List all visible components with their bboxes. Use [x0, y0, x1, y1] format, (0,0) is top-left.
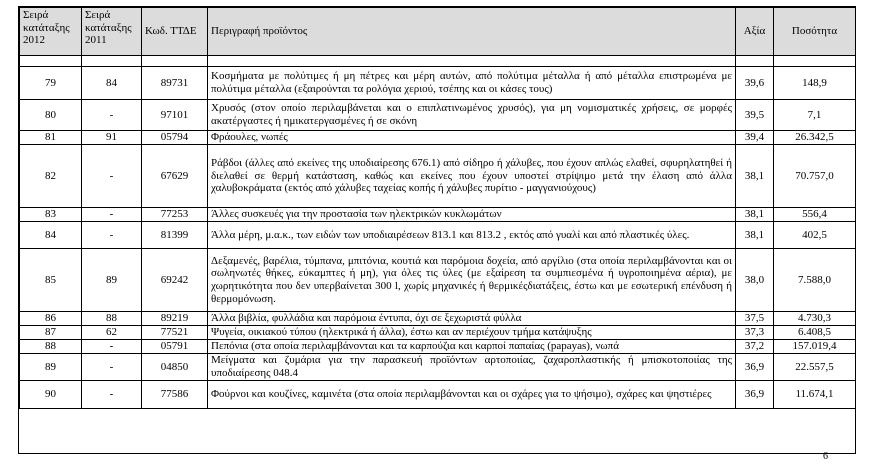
cell-rank-2011: -	[82, 145, 142, 208]
cell-rank-2012: 79	[20, 67, 82, 100]
cell-rank-2012: 80	[20, 100, 82, 131]
table-header-row	[20, 8, 856, 56]
cell-quantity: 148,9	[774, 67, 856, 100]
cell-rank-2011: -	[82, 354, 142, 381]
header-quantity: Ποσότητα	[774, 8, 856, 56]
cell-description: Μείγματα και ζυμάρια για την παρασκευή προϊόντων αρτοποιίας, ζαχαροπλαστικής ή μπισκοτοποιίας της υποδιαίρεσης 048.4	[208, 354, 736, 381]
spacer-cell	[774, 56, 856, 67]
table-row	[20, 381, 856, 409]
cell-rank-2011: -	[82, 381, 142, 409]
cell-rank-2012: 81	[20, 131, 82, 145]
cell-rank-2011: 91	[82, 131, 142, 145]
cell-quantity: 70.757,0	[774, 145, 856, 208]
cell-code: 05794	[142, 131, 208, 145]
cell-rank-2011: 88	[82, 312, 142, 326]
cell-rank-2011: -	[82, 100, 142, 131]
table-row	[20, 312, 856, 326]
spacer-row	[20, 56, 856, 67]
table-row	[20, 249, 856, 312]
cell-quantity: 6.408,5	[774, 326, 856, 340]
cell-rank-2012: 89	[20, 354, 82, 381]
cell-rank-2012: 88	[20, 340, 82, 354]
cell-quantity: 7,1	[774, 100, 856, 131]
cell-description: Άλλα μέρη, μ.α.κ., των ειδών των υποδιαιρέσεων 813.1 και 813.2 , εκτός από γυαλί και από πλαστικές ύλες.	[208, 222, 736, 249]
cell-quantity: 11.674,1	[774, 381, 856, 409]
spacer-cell	[736, 56, 774, 67]
cell-quantity: 157.019,4	[774, 340, 856, 354]
cell-rank-2012: 82	[20, 145, 82, 208]
table-row	[20, 354, 856, 381]
cell-value: 37,3	[736, 326, 774, 340]
spacer-cell	[208, 56, 736, 67]
cell-description: Ράβδοι (άλλες από εκείνες της υποδιαίρεσης 676.1) από σίδηρο ή χάλυβες, που έχουν απλώς ελαθεί, σφυρηλατηθεί ή διελαθεί σε θερμή κατάσταση, καθώς και εκείνες που έχουν υποστεί στρίψιμο μετά την έλαση από άλλα χαλυβοκράματα (εκτός από χάλυβες ταχείας κοπής ή χάλυβες πυρίτιο - μαγγανιούχους)	[208, 145, 736, 208]
cell-quantity: 26.342,5	[774, 131, 856, 145]
cell-description: Φούρνοι και κουζίνες, καμινέτα (στα οποία περιλαμβάνονται και οι σχάρες για το ψήσιμο), σχάρες και ψηστιέρες	[208, 381, 736, 409]
table-row	[20, 67, 856, 100]
cell-description: Δεξαμενές, βαρέλια, τύμπανα, μπιτόνια, κουτιά και παρόμοια δοχεία, από αργίλιο (στα οποία περιλαμβάνονται και οι σωληνωτές θήκες, εύκαμπτες ή μη), για όλες τις ύλες (με εξαίρεση τα συμπιεσμένα ή υγροποιημένα αέρια), με χωρητικότητα που δεν υπερβαίνεται 300 l, χωρίς μηχανικές ή θερμικέςδιατάξεις, έστω και με εσωτερική επένδυση ή θερμομόνωση.	[208, 249, 736, 312]
table-row	[20, 145, 856, 208]
cell-rank-2012: 83	[20, 208, 82, 222]
table-row	[20, 326, 856, 340]
cell-rank-2011: -	[82, 208, 142, 222]
cell-rank-2011: -	[82, 222, 142, 249]
cell-rank-2012: 87	[20, 326, 82, 340]
cell-description: Κοσμήματα με πολύτιμες ή μη πέτρες και μέρη αυτών, από πολύτιμα μέταλλα ή από μέταλλα επιστρωμένα με πολύτιμα μέταλλα (εξαιρούνται τα ρολόγια χεριού, τσέπης και οι κάσες τους)	[208, 67, 736, 100]
cell-rank-2012: 90	[20, 381, 82, 409]
cell-description: Χρυσός (στον οποίο περιλαμβάνεται και ο επιπλατινωμένος χρυσός), για μη νομισματικές χρήσεις, σε μορφές ακατέργαστες ή ημικατεργασμένες ή σε σκόνη	[208, 100, 736, 131]
cell-description: Άλλα βιβλία, φυλλάδια και παρόμοια έντυπα, όχι σε ξεχωριστά φύλλα	[208, 312, 736, 326]
header-value: Αξία	[736, 8, 774, 56]
table-row	[20, 100, 856, 131]
spacer-cell	[142, 56, 208, 67]
cell-code: 81399	[142, 222, 208, 249]
cell-quantity: 22.557,5	[774, 354, 856, 381]
table-row	[20, 131, 856, 145]
cell-value: 36,9	[736, 381, 774, 409]
cell-code: 77253	[142, 208, 208, 222]
table-frame	[18, 6, 856, 454]
cell-value: 36,9	[736, 354, 774, 381]
cell-code: 97101	[142, 100, 208, 131]
cell-description: Φράουλες, νωπές	[208, 131, 736, 145]
cell-value: 38,1	[736, 208, 774, 222]
cell-quantity: 4.730,3	[774, 312, 856, 326]
cell-rank-2012: 84	[20, 222, 82, 249]
header-code: Κωδ. ΤΤΔΕ	[142, 8, 208, 56]
cell-code: 67629	[142, 145, 208, 208]
cell-description: Ψυγεία, οικιακού τύπου (ηλεκτρικά ή άλλα), έστω και αν περιέχουν τμήμα κατάψυξης	[208, 326, 736, 340]
cell-value: 38,1	[736, 145, 774, 208]
cell-quantity: 7.588,0	[774, 249, 856, 312]
table-row	[20, 340, 856, 354]
cell-code: 89219	[142, 312, 208, 326]
cell-code: 04850	[142, 354, 208, 381]
spacer-cell	[20, 56, 82, 67]
cell-code: 05791	[142, 340, 208, 354]
cell-value: 39,4	[736, 131, 774, 145]
cell-quantity: 556,4	[774, 208, 856, 222]
table-row	[20, 208, 856, 222]
cell-value: 39,5	[736, 100, 774, 131]
header-rank-2011: Σειρά κατάταξης 2011	[82, 8, 142, 56]
cell-quantity: 402,5	[774, 222, 856, 249]
cell-code: 77586	[142, 381, 208, 409]
cell-description: Άλλες συσκευές για την προστασία των ηλεκτρικών κυκλωμάτων	[208, 208, 736, 222]
cell-rank-2011: 62	[82, 326, 142, 340]
page-number: 6	[823, 451, 828, 462]
cell-rank-2011: -	[82, 340, 142, 354]
cell-value: 39,6	[736, 67, 774, 100]
cell-rank-2012: 86	[20, 312, 82, 326]
table-row	[20, 222, 856, 249]
header-description: Περιγραφή προϊόντος	[208, 8, 736, 56]
cell-value: 37,5	[736, 312, 774, 326]
cell-value: 37,2	[736, 340, 774, 354]
cell-code: 77521	[142, 326, 208, 340]
cell-rank-2011: 89	[82, 249, 142, 312]
products-table	[19, 7, 856, 409]
cell-value: 38,0	[736, 249, 774, 312]
cell-rank-2011: 84	[82, 67, 142, 100]
cell-description: Πεπόνια (στα οποία περιλαμβάνονται και τα καρπούζια και καρποί παπαίας (papayas), νωπά	[208, 340, 736, 354]
spacer-cell	[82, 56, 142, 67]
cell-value: 38,1	[736, 222, 774, 249]
cell-code: 89731	[142, 67, 208, 100]
cell-rank-2012: 85	[20, 249, 82, 312]
header-rank-2012: Σειρά κατάταξης 2012	[20, 8, 82, 56]
cell-code: 69242	[142, 249, 208, 312]
